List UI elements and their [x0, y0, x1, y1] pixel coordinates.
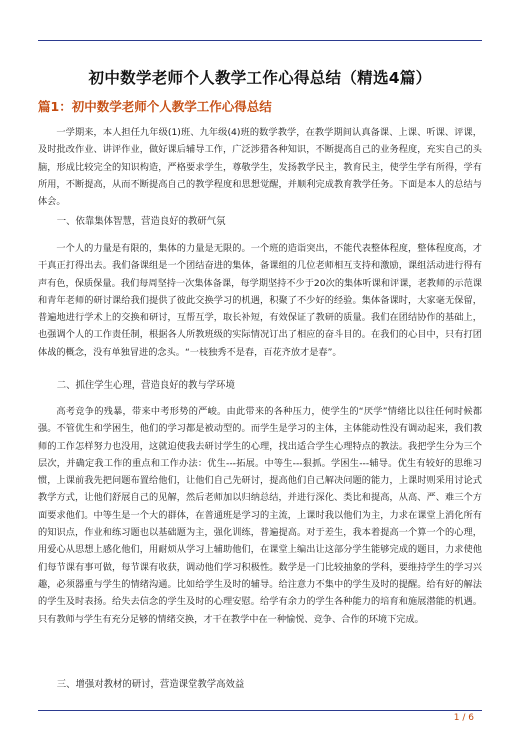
subheading-teamwork: 一、依靠集体智慧，营造良好的教研气氛 — [56, 216, 226, 227]
students-paragraph: 高考竞争的残暴，带来中考形势的严峻。由此带来的各种压力，使学生的“厌学”情绪比以往任何时候都强。不管优生和学困生，他们的学习都是被动型的。而学生是学习的主体，主体能动性没有调动起来，我们教师的工作怎样努力也没用，这就迫使我去研讨学生的心理，找出适合学生心理特点的教法。我把学生分为三个层次，并确定我工作的重点和工作办法：优生---拓展。中等生---狠抓。学困生---辅导。优生有较好的思维习惯，上课前我先把问题布置给他们，让他们自己先研讨，提高他们自己解决问题的能力，上课时则采用讨论式教学方式，让他们舒展自己的见解，然后老师加以归纳总结，并进行深化、类比和提高，从高、严、难三个方面要求他们。中等生是一个大的群体，在普通班是学习的主流，上课时我以他们为主，力求在课堂上消化所有的知识点，作业和练习题也以基础题为主，强化训练，普遍提高。对于差生，我本着提高一个算一个的心理，用爱心从思想上感化他们，用耐烦从学习上辅助他们，在课堂上编出让这部分学生能够完成的题目，力求使他们每节课有事可做，每节课有收获，调动他们学习积极性。数学是一门比较抽象的学科，要维持学生的学习兴趣，必须器重与学生的情绪沟通。比如给学生及时的辅导。给注意力不集中的学生及时的提醒。给有好的解法的学生及时表扬。给失去信念的学生及时的心理安慰。给学有余力的学生各种能力的培育和施展潜能的机遇。只有教师与学生有充分足够的情绪交换，才干在教学中在一种愉悦、竞争、合作的环境下完成。 — [38, 406, 482, 625]
header-rule — [38, 40, 482, 41]
document-title: 初中数学老师个人教学工作心得总结（精选4篇） — [88, 69, 432, 87]
intro-paragraph: 一学期来，本人担任九年级(1)班、九年级(4)班的数学教学，在教学期间认真备课、上课、听课、评课，及时批改作业、讲评作业，做好课后辅导工作，广泛涉猎各种知识，不断提高自己的业务程度，充实自己的头脑，形成比较完全的知识构造，严格要求学生，尊敬学生，发扬教学民主，教育民主，使学生学有所得，学有所用，不断提高，从而不断提高自己的教学程度和思想觉醒，并顺利完成教育教学任务。下面是本人的总结与体会。 — [38, 127, 482, 208]
subheading-materials: 三、增强对教材的研讨，营造课堂教学高效益 — [56, 679, 245, 690]
subheading-students: 二、抓住学生心理，营造良好的教与学环境 — [56, 380, 235, 391]
teamwork-paragraph: 一个人的力量是有限的，集体的力量是无限的。一个班的造诣突出，不能代表整体程度，整体程度高，才干真正打得出去。我们备课组是一个团结奋进的集体，备课组的几位老师相互支持和激励，课组活动进行得有声有色，保质保量。我们每周坚持一次集体备课，每学期坚持不少于20次的集体听课和评课，老教师的示范课和青年老师的研讨课给我们提供了彼此交换学习的机遇，积聚了不少好的经验。集体备课时，大家毫无保留，普遍地进行学术上的交换和研讨，互帮互学，取长补短，有效保证了教研的质量。我们在团结协作的基础上，也强调个人的工作责任制，根据各人所教班级的实际情况订出了相应的奋斗目的。在我们的心目中，只有打团体战的概念，没有单独冒进的念头。“一枝独秀不是春，百花齐放才是春”。 — [38, 243, 482, 358]
section-heading: 篇1：初中数学老师个人教学工作心得总结 — [38, 99, 272, 114]
footer-rule — [38, 710, 482, 711]
page-indicator: 1 / 6 — [453, 713, 474, 723]
